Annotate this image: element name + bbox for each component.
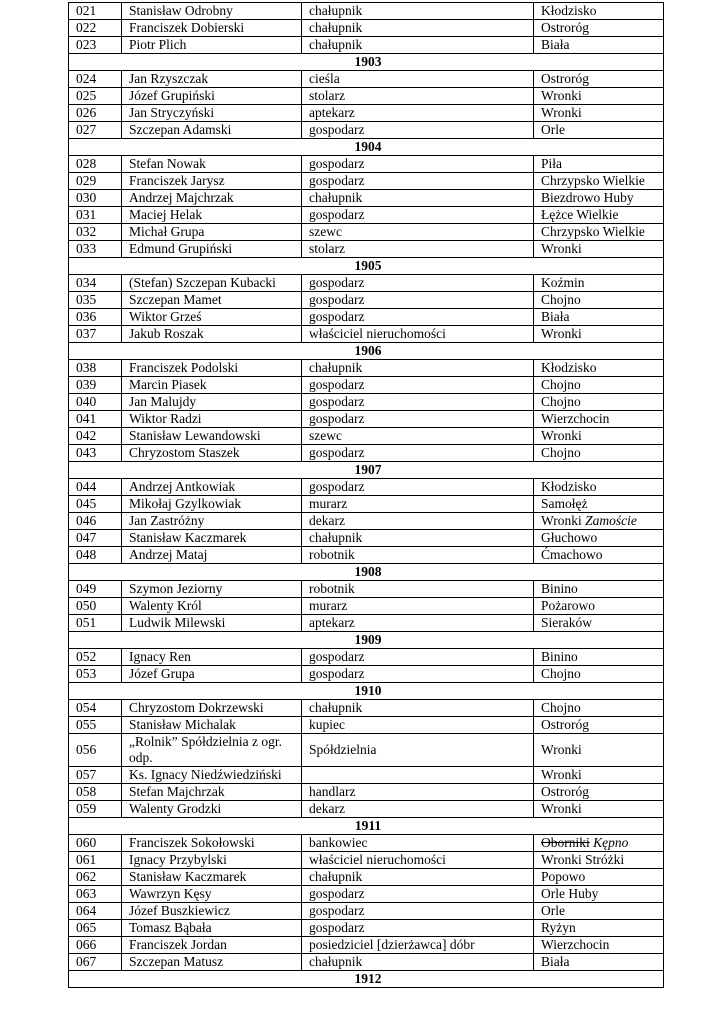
place-cell: Kłodzisko <box>534 360 664 377</box>
table-row <box>69 445 664 462</box>
name-cell: Ludwik Milewski <box>122 615 302 632</box>
row-id-cell: 059 <box>69 801 122 818</box>
occupation-cell: stolarz <box>302 88 534 105</box>
occupation-cell: gospodarz <box>302 292 534 309</box>
name-cell: Wiktor Grześ <box>122 309 302 326</box>
table-row <box>69 700 664 717</box>
name-cell: Jan Rzyszczak <box>122 71 302 88</box>
year-header-row <box>69 818 664 835</box>
row-id-cell: 062 <box>69 869 122 886</box>
place-cell: Biała <box>534 309 664 326</box>
place-cell: Chrzypsko Wielkie <box>534 173 664 190</box>
place-cell: Chojno <box>534 394 664 411</box>
name-cell: Stefan Nowak <box>122 156 302 173</box>
occupation-cell: gospodarz <box>302 173 534 190</box>
table-row <box>69 937 664 954</box>
table-row <box>69 224 664 241</box>
place-cell: Ostroróg <box>534 71 664 88</box>
place-cell: Chojno <box>534 666 664 683</box>
year-label: 1904 <box>69 139 664 156</box>
table-row <box>69 37 664 54</box>
place-cell: Wronki <box>534 105 664 122</box>
row-id-cell: 058 <box>69 784 122 801</box>
table-row <box>69 852 664 869</box>
row-id-cell: 025 <box>69 88 122 105</box>
row-id-cell: 029 <box>69 173 122 190</box>
occupation-cell: gospodarz <box>302 649 534 666</box>
occupation-cell: chałupnik <box>302 530 534 547</box>
row-id-cell: 024 <box>69 71 122 88</box>
row-id-cell: 049 <box>69 581 122 598</box>
year-header-row <box>69 462 664 479</box>
occupation-cell: gospodarz <box>302 920 534 937</box>
name-cell: Józef Grupa <box>122 666 302 683</box>
name-cell: Ignacy Przybylski <box>122 852 302 869</box>
table-row <box>69 767 664 784</box>
place-cell: Popowo <box>534 869 664 886</box>
table-row <box>69 734 664 767</box>
occupation-cell: chałupnik <box>302 869 534 886</box>
occupation-cell: gospodarz <box>302 377 534 394</box>
table-row <box>69 903 664 920</box>
occupation-cell: gospodarz <box>302 411 534 428</box>
occupation-cell: chałupnik <box>302 37 534 54</box>
table-row <box>69 309 664 326</box>
place-cell: Ostroróg <box>534 20 664 37</box>
table-row <box>69 886 664 903</box>
table-row <box>69 241 664 258</box>
name-cell: Stanisław Lewandowski <box>122 428 302 445</box>
table-row <box>69 530 664 547</box>
place-cell: Orle Huby <box>534 886 664 903</box>
name-cell: Stanisław Kaczmarek <box>122 530 302 547</box>
occupation-cell: posiedziciel [dzierżawca] dóbr <box>302 937 534 954</box>
row-id-cell: 057 <box>69 767 122 784</box>
name-cell: Jakub Roszak <box>122 326 302 343</box>
place-cell: Kłodzisko <box>534 3 664 20</box>
year-header-row <box>69 54 664 71</box>
place-cell <box>534 513 664 530</box>
row-id-cell: 040 <box>69 394 122 411</box>
table-row <box>69 666 664 683</box>
table-row <box>69 88 664 105</box>
table-row <box>69 615 664 632</box>
year-label: 1907 <box>69 462 664 479</box>
table-row <box>69 71 664 88</box>
name-cell: Szczepan Mamet <box>122 292 302 309</box>
occupation-cell: dekarz <box>302 801 534 818</box>
occupation-cell: gospodarz <box>302 207 534 224</box>
name-cell: Andrzej Mataj <box>122 547 302 564</box>
name-cell: Franciszek Dobierski <box>122 20 302 37</box>
name-cell: Chryzostom Dokrzewski <box>122 700 302 717</box>
year-label: 1908 <box>69 564 664 581</box>
name-cell: Franciszek Sokołowski <box>122 835 302 852</box>
table-row <box>69 547 664 564</box>
table-row <box>69 801 664 818</box>
registry-table <box>68 2 664 988</box>
row-id-cell: 054 <box>69 700 122 717</box>
year-label: 1910 <box>69 683 664 700</box>
table-row <box>69 649 664 666</box>
year-header-row <box>69 683 664 700</box>
occupation-cell: stolarz <box>302 241 534 258</box>
occupation-cell: dekarz <box>302 513 534 530</box>
table-row <box>69 784 664 801</box>
table-row <box>69 411 664 428</box>
table-row <box>69 122 664 139</box>
occupation-cell: gospodarz <box>302 275 534 292</box>
occupation-cell: gospodarz <box>302 666 534 683</box>
row-id-cell: 053 <box>69 666 122 683</box>
name-cell: Walenty Król <box>122 598 302 615</box>
row-id-cell: 061 <box>69 852 122 869</box>
name-cell: Stanisław Kaczmarek <box>122 869 302 886</box>
occupation-cell: chałupnik <box>302 360 534 377</box>
place-cell: Koźmin <box>534 275 664 292</box>
year-label: 1912 <box>69 971 664 988</box>
table-row <box>69 598 664 615</box>
table-row <box>69 377 664 394</box>
row-id-cell: 047 <box>69 530 122 547</box>
place-part: Wronki <box>541 513 586 528</box>
name-cell: „Rolnik” Spółdzielnia z ogr. odp. <box>122 734 302 767</box>
place-cell: Wierzchocin <box>534 937 664 954</box>
table-row <box>69 920 664 937</box>
place-cell <box>534 835 664 852</box>
occupation-cell: aptekarz <box>302 105 534 122</box>
name-cell: Wawrzyn Kęsy <box>122 886 302 903</box>
occupation-cell: gospodarz <box>302 122 534 139</box>
place-cell: Wronki <box>534 241 664 258</box>
occupation-cell: szewc <box>302 224 534 241</box>
name-cell: Stefan Majchrzak <box>122 784 302 801</box>
place-part: Oborniki <box>541 835 590 850</box>
table-row <box>69 326 664 343</box>
place-cell: Biała <box>534 954 664 971</box>
name-cell: Stanisław Odrobny <box>122 3 302 20</box>
occupation-cell: murarz <box>302 496 534 513</box>
table-row <box>69 717 664 734</box>
name-cell: Walenty Grodzki <box>122 801 302 818</box>
place-cell: Binino <box>534 581 664 598</box>
table-row <box>69 173 664 190</box>
place-cell: Wronki Stróżki <box>534 852 664 869</box>
place-cell: Kłodzisko <box>534 479 664 496</box>
row-id-cell: 032 <box>69 224 122 241</box>
occupation-cell: właściciel nieruchomości <box>302 326 534 343</box>
name-cell: Chryzostom Staszek <box>122 445 302 462</box>
row-id-cell: 066 <box>69 937 122 954</box>
occupation-cell: gospodarz <box>302 394 534 411</box>
year-label: 1911 <box>69 818 664 835</box>
row-id-cell: 042 <box>69 428 122 445</box>
occupation-cell: chałupnik <box>302 3 534 20</box>
occupation-cell: właściciel nieruchomości <box>302 852 534 869</box>
place-cell: Orle <box>534 903 664 920</box>
place-cell: Binino <box>534 649 664 666</box>
table-row <box>69 513 664 530</box>
row-id-cell: 067 <box>69 954 122 971</box>
occupation-cell: chałupnik <box>302 20 534 37</box>
name-cell: Mikołaj Gzylkowiak <box>122 496 302 513</box>
row-id-cell: 030 <box>69 190 122 207</box>
row-id-cell: 028 <box>69 156 122 173</box>
place-cell: Chojno <box>534 445 664 462</box>
place-cell: Ćmachowo <box>534 547 664 564</box>
occupation-cell: gospodarz <box>302 156 534 173</box>
row-id-cell: 050 <box>69 598 122 615</box>
table-row <box>69 581 664 598</box>
place-part: Kępno <box>593 835 629 850</box>
row-id-cell: 023 <box>69 37 122 54</box>
place-cell: Chojno <box>534 700 664 717</box>
table-row <box>69 190 664 207</box>
table-row <box>69 428 664 445</box>
year-header-row <box>69 258 664 275</box>
row-id-cell: 026 <box>69 105 122 122</box>
occupation-cell: Spółdzielnia <box>302 734 534 767</box>
row-id-cell: 048 <box>69 547 122 564</box>
table-row <box>69 954 664 971</box>
row-id-cell: 065 <box>69 920 122 937</box>
table-row <box>69 156 664 173</box>
row-id-cell: 043 <box>69 445 122 462</box>
name-cell: Tomasz Bąbała <box>122 920 302 937</box>
table-row <box>69 479 664 496</box>
row-id-cell: 044 <box>69 479 122 496</box>
name-cell: Franciszek Podolski <box>122 360 302 377</box>
name-cell: Maciej Helak <box>122 207 302 224</box>
name-cell: Ks. Ignacy Niedźwiedziński <box>122 767 302 784</box>
occupation-cell <box>302 767 534 784</box>
registry-table-body <box>69 3 664 988</box>
place-cell: Wronki <box>534 734 664 767</box>
name-cell: Szymon Jeziorny <box>122 581 302 598</box>
place-cell: Ryżyn <box>534 920 664 937</box>
place-cell: Pożarowo <box>534 598 664 615</box>
occupation-cell: kupiec <box>302 717 534 734</box>
place-cell: Piła <box>534 156 664 173</box>
row-id-cell: 063 <box>69 886 122 903</box>
name-cell: Stanisław Michalak <box>122 717 302 734</box>
table-row <box>69 20 664 37</box>
occupation-cell: gospodarz <box>302 903 534 920</box>
place-cell: Wronki <box>534 428 664 445</box>
name-cell: Jan Stryczyński <box>122 105 302 122</box>
row-id-cell: 056 <box>69 734 122 767</box>
name-cell: Andrzej Majchrzak <box>122 190 302 207</box>
row-id-cell: 031 <box>69 207 122 224</box>
occupation-cell: robotnik <box>302 581 534 598</box>
year-header-row <box>69 343 664 360</box>
place-cell: Chojno <box>534 292 664 309</box>
table-row <box>69 869 664 886</box>
name-cell: Michał Grupa <box>122 224 302 241</box>
place-cell: Orle <box>534 122 664 139</box>
name-cell: Wiktor Radzi <box>122 411 302 428</box>
row-id-cell: 052 <box>69 649 122 666</box>
occupation-cell: chałupnik <box>302 700 534 717</box>
name-cell: Szczepan Adamski <box>122 122 302 139</box>
place-cell: Wronki <box>534 326 664 343</box>
table-row <box>69 394 664 411</box>
occupation-cell: murarz <box>302 598 534 615</box>
place-cell: Wronki <box>534 88 664 105</box>
place-cell: Łężce Wielkie <box>534 207 664 224</box>
row-id-cell: 055 <box>69 717 122 734</box>
place-cell: Ostroróg <box>534 717 664 734</box>
row-id-cell: 036 <box>69 309 122 326</box>
occupation-cell: cieśla <box>302 71 534 88</box>
table-row <box>69 3 664 20</box>
occupation-cell: gospodarz <box>302 445 534 462</box>
row-id-cell: 035 <box>69 292 122 309</box>
place-cell: Chojno <box>534 377 664 394</box>
row-id-cell: 034 <box>69 275 122 292</box>
row-id-cell: 021 <box>69 3 122 20</box>
place-cell: Ostroróg <box>534 784 664 801</box>
place-cell: Chrzypsko Wielkie <box>534 224 664 241</box>
place-cell: Sieraków <box>534 615 664 632</box>
year-header-row <box>69 632 664 649</box>
row-id-cell: 064 <box>69 903 122 920</box>
place-cell: Wronki <box>534 801 664 818</box>
table-row <box>69 496 664 513</box>
row-id-cell: 033 <box>69 241 122 258</box>
occupation-cell: aptekarz <box>302 615 534 632</box>
row-id-cell: 041 <box>69 411 122 428</box>
row-id-cell: 046 <box>69 513 122 530</box>
place-cell: Samołęż <box>534 496 664 513</box>
year-header-row <box>69 971 664 988</box>
place-part: Zamoście <box>585 513 637 528</box>
year-header-row <box>69 139 664 156</box>
occupation-cell: handlarz <box>302 784 534 801</box>
occupation-cell: szewc <box>302 428 534 445</box>
name-cell: Józef Grupiński <box>122 88 302 105</box>
name-cell: Franciszek Jordan <box>122 937 302 954</box>
name-cell: Marcin Piasek <box>122 377 302 394</box>
name-cell: Franciszek Jarysz <box>122 173 302 190</box>
year-label: 1903 <box>69 54 664 71</box>
row-id-cell: 027 <box>69 122 122 139</box>
year-label: 1905 <box>69 258 664 275</box>
row-id-cell: 037 <box>69 326 122 343</box>
table-row <box>69 207 664 224</box>
name-cell: Szczepan Matusz <box>122 954 302 971</box>
table-row <box>69 360 664 377</box>
occupation-cell: chałupnik <box>302 190 534 207</box>
year-label: 1909 <box>69 632 664 649</box>
row-id-cell: 060 <box>69 835 122 852</box>
table-row <box>69 275 664 292</box>
year-header-row <box>69 564 664 581</box>
row-id-cell: 051 <box>69 615 122 632</box>
name-cell: Jan Malujdy <box>122 394 302 411</box>
occupation-cell: chałupnik <box>302 954 534 971</box>
name-cell: (Stefan) Szczepan Kubacki <box>122 275 302 292</box>
table-row <box>69 835 664 852</box>
name-cell: Andrzej Antkowiak <box>122 479 302 496</box>
row-id-cell: 039 <box>69 377 122 394</box>
place-cell: Biezdrowo Huby <box>534 190 664 207</box>
name-cell: Jan Zastróżny <box>122 513 302 530</box>
occupation-cell: bankowiec <box>302 835 534 852</box>
name-cell: Edmund Grupiński <box>122 241 302 258</box>
row-id-cell: 038 <box>69 360 122 377</box>
table-row <box>69 292 664 309</box>
place-cell: Biała <box>534 37 664 54</box>
occupation-cell: robotnik <box>302 547 534 564</box>
place-cell: Wierzchocin <box>534 411 664 428</box>
occupation-cell: gospodarz <box>302 479 534 496</box>
name-cell: Piotr Plich <box>122 37 302 54</box>
place-cell: Wronki <box>534 767 664 784</box>
place-cell: Głuchowo <box>534 530 664 547</box>
table-row <box>69 105 664 122</box>
name-cell: Ignacy Ren <box>122 649 302 666</box>
occupation-cell: gospodarz <box>302 309 534 326</box>
name-cell: Józef Buszkiewicz <box>122 903 302 920</box>
row-id-cell: 045 <box>69 496 122 513</box>
occupation-cell: gospodarz <box>302 886 534 903</box>
year-label: 1906 <box>69 343 664 360</box>
row-id-cell: 022 <box>69 20 122 37</box>
